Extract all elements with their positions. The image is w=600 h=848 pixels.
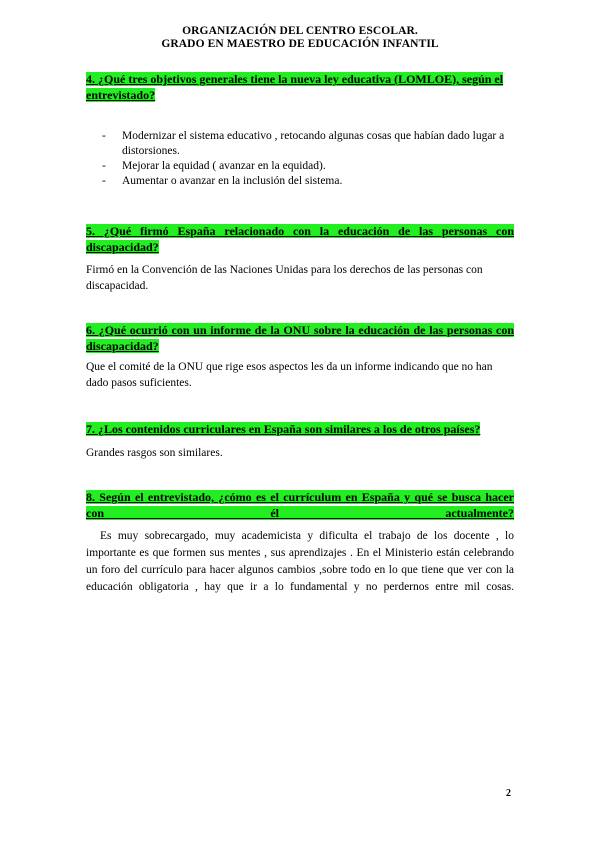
question-8-text: 8. Según el entrevistado, ¿cómo es el currículum en España y qué se busca hacer con él actualmente? bbox=[86, 490, 514, 520]
question-6-answer: Que el comité de la ONU que rige esos aspectos les da un informe indicando que no han dado pasos suficientes. bbox=[86, 361, 493, 389]
question-4-text: 4. ¿Qué tres objetivos generales tiene la nueva ley educativa (LOMLOE), según el entrevistado? bbox=[86, 72, 504, 102]
question-6-heading bbox=[86, 322, 514, 354]
question-7-answer: Grandes rasgos son similares. bbox=[86, 447, 223, 459]
list-item: - Modernizar el sistema educativo , retocando algunas cosas que habían dado lugar a distorsiones. bbox=[100, 129, 514, 159]
question-4-answer-list bbox=[100, 129, 514, 189]
list-item: - Aumentar o avanzar en la inclusión del sistema. bbox=[100, 174, 514, 189]
question-5-heading bbox=[86, 223, 514, 255]
question-8-heading bbox=[86, 489, 514, 521]
header-title-line2: GRADO EN MAESTRO DE EDUCACIÓN INFANTIL bbox=[161, 38, 439, 50]
page-number: 2 bbox=[506, 788, 511, 799]
list-item: - Mejorar la equidad ( avanzar en la equidad). bbox=[100, 159, 514, 174]
question-5-text: 5. ¿Qué firmó España relacionado con la educación de las personas con discapacidad? bbox=[86, 224, 514, 254]
header-title-line1: ORGANIZACIÓN DEL CENTRO ESCOLAR. bbox=[182, 25, 418, 37]
question-6-text: 6. ¿Qué ocurrió con un informe de la ONU sobre la educación de las personas con discapacidad? bbox=[86, 323, 514, 353]
question-7-text: 7. ¿Los contenidos curriculares en España son similares a los de otros países? bbox=[86, 422, 481, 436]
question-7-heading bbox=[86, 421, 514, 437]
question-4-heading bbox=[86, 71, 514, 103]
question-8-answer: Es muy sobrecargado, muy academicista y dificulta el trabajo de los docente , lo importante es que formen sus mentes , sus aprendizajes . En el Ministerio están celebrando un foro del currículo para hacer algunos cambios ,sobre todo en lo que tiene que ver con la educación obligatoria , hay que ir a lo fundamental y no perdernos entre mil cosas. bbox=[86, 530, 514, 593]
document-header bbox=[0, 25, 600, 51]
question-5-answer: Firmó en la Convención de las Naciones Unidas para los derechos de las personas con discapacidad. bbox=[86, 264, 483, 292]
